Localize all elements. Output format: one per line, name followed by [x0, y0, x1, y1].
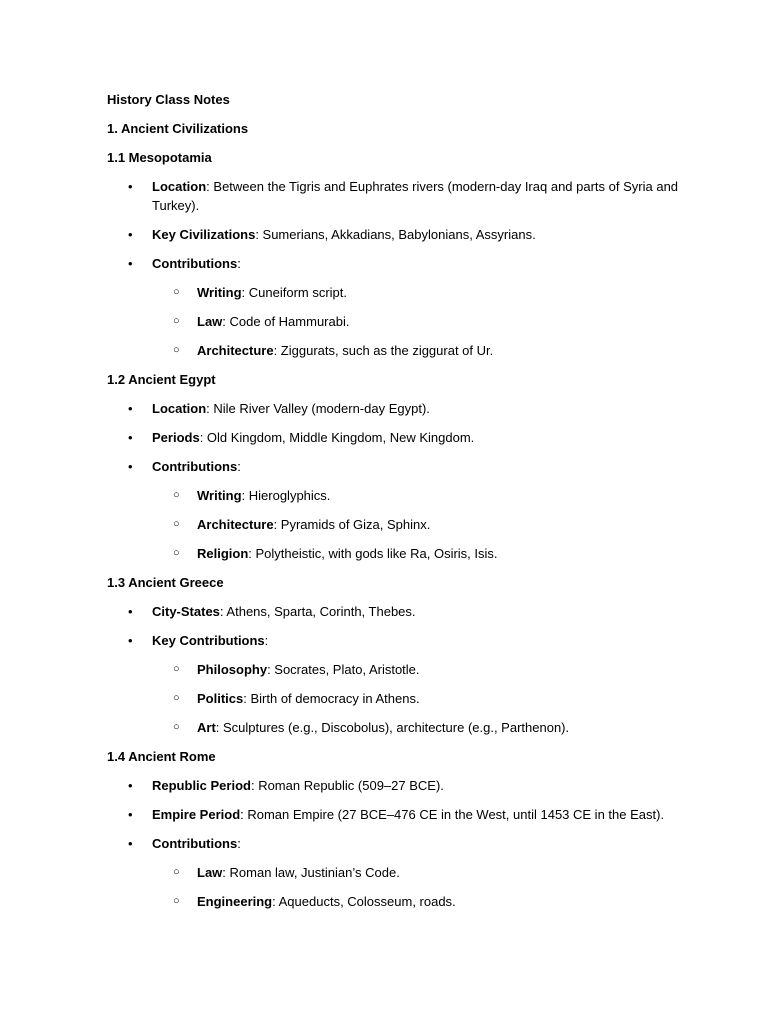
item-description: : Athens, Sparta, Corinth, Thebes.: [219, 604, 416, 619]
item-term: Key Contributions: [152, 633, 265, 648]
bullet-dot-icon: •: [128, 256, 133, 271]
bullet-dot-icon: •: [128, 604, 133, 619]
sub-bullet-item: [107, 283, 687, 302]
item-description: : Hieroglyphics.: [241, 488, 331, 503]
item-term: Location: [152, 179, 207, 194]
item-term: Politics: [197, 691, 244, 706]
item-term: Empire Period: [152, 807, 241, 822]
item-description: : Sculptures (e.g., Discobolus), architecture (e.g., Parthenon).: [215, 720, 570, 735]
bullet-dot-icon: •: [128, 633, 133, 648]
bullet-circle-icon: ○: [173, 315, 180, 327]
bullet-dot-icon: •: [128, 459, 133, 474]
bullet-dot-icon: •: [128, 778, 133, 793]
bullet-item: [107, 177, 687, 215]
item-description: : Roman law, Justinian’s Code.: [222, 865, 400, 880]
item-term: City-States: [152, 604, 220, 619]
bullet-circle-icon: ○: [173, 518, 180, 530]
section-heading: 1.4 Ancient Rome: [107, 749, 216, 764]
item-term: Architecture: [197, 343, 274, 358]
item-term: Religion: [197, 546, 249, 561]
item-description: : Between the Tigris and Euphrates rivers (modern-day Iraq and parts of Syria and Turkey).: [152, 179, 679, 213]
bullet-dot-icon: •: [128, 807, 133, 822]
bullet-circle-icon: ○: [173, 344, 180, 356]
item-term: Law: [197, 314, 223, 329]
item-description: : Sumerians, Akkadians, Babylonians, Assyrians.: [255, 227, 536, 242]
item-description: : Ziggurats, such as the ziggurat of Ur.: [273, 343, 494, 358]
sub-bullet-item: [107, 718, 687, 737]
item-term: Contributions: [152, 256, 238, 271]
section-heading: 1.2 Ancient Egypt: [107, 372, 216, 387]
item-term: Contributions: [152, 836, 238, 851]
item-term: Art: [197, 720, 216, 735]
bullet-circle-icon: ○: [173, 547, 180, 559]
bullet-dot-icon: •: [128, 401, 133, 416]
section-heading: History Class Notes: [107, 92, 230, 107]
item-term: Philosophy: [197, 662, 268, 677]
bullet-item: [107, 805, 687, 824]
bullet-circle-icon: ○: [173, 721, 180, 733]
item-term: Writing: [197, 488, 242, 503]
item-description: : Pyramids of Giza, Sphinx.: [273, 517, 431, 532]
item-description: : Socrates, Plato, Aristotle.: [267, 662, 420, 677]
item-description: : Aqueducts, Colosseum, roads.: [272, 894, 456, 909]
bullet-item: [107, 776, 687, 795]
item-description: : Nile River Valley (modern-day Egypt).: [206, 401, 430, 416]
bullet-item: [107, 225, 687, 244]
sub-bullet-item: [107, 341, 687, 360]
item-term: Law: [197, 865, 223, 880]
section-heading: 1. Ancient Civilizations: [107, 121, 249, 136]
sub-bullet-item: [107, 660, 687, 679]
item-description: : Roman Republic (509–27 BCE).: [250, 778, 444, 793]
notes-content: [107, 90, 687, 921]
item-description: :: [237, 836, 241, 851]
item-description: : Code of Hammurabi.: [222, 314, 350, 329]
sub-bullet-item: [107, 312, 687, 331]
item-term: Periods: [152, 430, 200, 445]
item-description: : Polytheistic, with gods like Ra, Osiris, Isis.: [248, 546, 498, 561]
sub-bullet-item: [107, 689, 687, 708]
item-description: :: [264, 633, 269, 648]
bullet-item: [107, 399, 687, 418]
bullet-circle-icon: ○: [173, 692, 180, 704]
sub-bullet-item: [107, 486, 687, 505]
bullet-item: [107, 834, 687, 853]
bullet-item: [107, 428, 687, 447]
bullet-circle-icon: ○: [173, 663, 180, 675]
bullet-dot-icon: •: [128, 179, 133, 194]
item-term: Architecture: [197, 517, 274, 532]
bullet-item: [107, 631, 687, 650]
bullet-circle-icon: ○: [173, 489, 180, 501]
item-term: Engineering: [197, 894, 273, 909]
item-term: Writing: [197, 285, 242, 300]
item-description: : Old Kingdom, Middle Kingdom, New Kingdom.: [199, 430, 475, 445]
bullet-dot-icon: •: [128, 227, 133, 242]
sub-bullet-item: [107, 515, 687, 534]
bullet-item: [107, 602, 687, 621]
section-heading: 1.1 Mesopotamia: [107, 150, 212, 165]
item-term: Republic Period: [152, 778, 251, 793]
bullet-item: [107, 457, 687, 476]
item-description: :: [237, 256, 241, 271]
bullet-circle-icon: ○: [173, 286, 180, 298]
bullet-dot-icon: •: [128, 836, 133, 851]
sub-bullet-item: [107, 544, 687, 563]
item-description: : Birth of democracy in Athens.: [243, 691, 420, 706]
section-heading: 1.3 Ancient Greece: [107, 575, 224, 590]
item-description: : Cuneiform script.: [241, 285, 348, 300]
item-term: Location: [152, 401, 207, 416]
item-term: Key Civilizations: [152, 227, 256, 242]
sub-bullet-item: [107, 892, 687, 911]
item-description: :: [237, 459, 241, 474]
item-term: Contributions: [152, 459, 238, 474]
bullet-circle-icon: ○: [173, 866, 180, 878]
bullet-item: [107, 254, 687, 273]
bullet-circle-icon: ○: [173, 895, 180, 907]
bullet-dot-icon: •: [128, 430, 133, 445]
item-description: : Roman Empire (27 BCE–476 CE in the West, until 1453 CE in the East).: [240, 807, 665, 822]
sub-bullet-item: [107, 863, 687, 882]
